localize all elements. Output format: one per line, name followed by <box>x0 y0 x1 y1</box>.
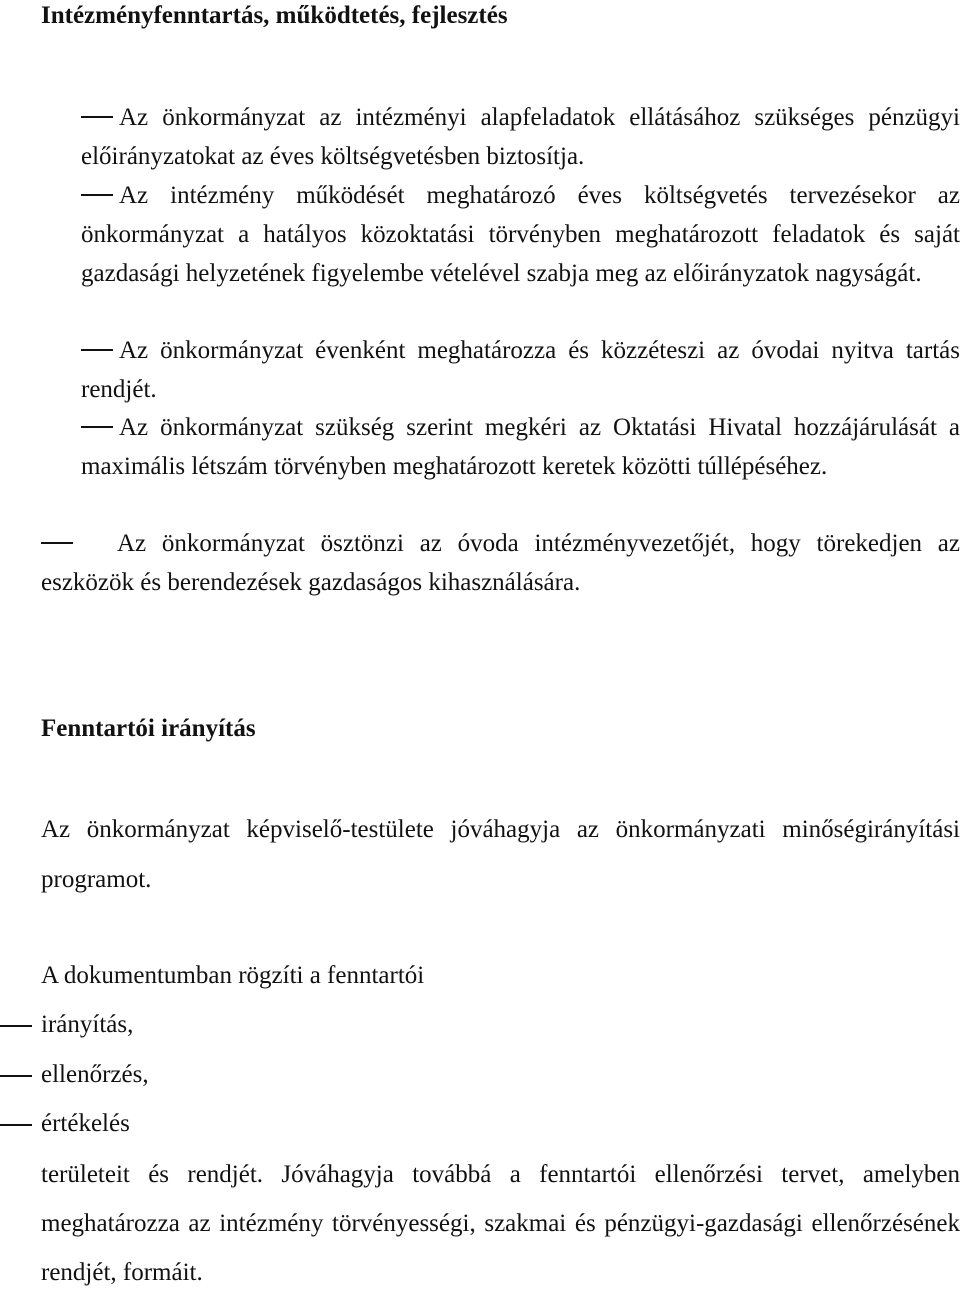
dash-icon <box>81 426 113 428</box>
dash-icon <box>81 349 113 351</box>
dash-icon <box>81 194 113 196</box>
bullet-text: Az önkormányzat az intézményi alapfeladatok ellátásához szükséges pénzügyi előirányzatokat az éves költségvetésben biztosítja. <box>81 104 960 170</box>
bullet-item-5 <box>41 524 960 602</box>
section-heading-fenntartoi-iranyitas: Fenntartói irányítás <box>41 715 256 742</box>
dash-icon <box>0 1124 32 1126</box>
paragraph-minosegiranyitas: Az önkormányzat képviselő-testülete jóváhagyja az önkormányzati minőségirányítási programot. <box>41 816 960 893</box>
bullet-item-2 <box>81 176 960 293</box>
bullet-item-1 <box>81 98 960 176</box>
bullet-item-4 <box>81 408 960 486</box>
paragraph-intro: A dokumentumban rögzíti a fenntartói <box>41 962 425 989</box>
list-item: értékelés <box>41 1110 130 1137</box>
bullet-text: Az önkormányzat szükség szerint megkéri az Oktatási Hivatal hozzájárulását a maximális létszám törvényben meghatározott keretek közötti túllépéséhez. <box>81 414 960 480</box>
bullet-text: Az intézmény működését meghatározó éves költségvetés tervezésekor az önkormányzat a hatályos közoktatási törvényben meghatározott feladatok és saját gazdasági helyzetének figyelembe vételével szabja meg az előirányzatok nagyságát. <box>81 182 960 287</box>
dash-icon <box>0 1025 32 1027</box>
list-item: ellenőrzés, <box>41 1061 149 1088</box>
section-heading-intezmenyfenntartas: Intézményfenntartás, működtetés, fejlesztés <box>41 2 508 29</box>
dash-icon <box>0 1075 32 1077</box>
dash-icon <box>81 116 113 118</box>
dash-icon <box>41 542 73 544</box>
bullet-text: Az önkormányzat ösztönzi az óvoda intézményvezetőjét, hogy törekedjen az eszközök és berendezések gazdaságos kihasználására. <box>41 530 960 596</box>
bullet-item-3 <box>81 331 960 409</box>
bullet-text: Az önkormányzat évenként meghatározza és közzéteszi az óvodai nyitva tartás rendjét. <box>81 337 960 403</box>
paragraph-ellenorzesi-terv: területeit és rendjét. Jóváhagyja továbbá a fenntartói ellenőrzési tervet, amelyben meghatározza az intézmény törvényességi, szakmai és pénzügyi-gazdasági ellenőrzésének rendjét, formáit. <box>41 1161 960 1286</box>
list-item: irányítás, <box>41 1011 134 1038</box>
